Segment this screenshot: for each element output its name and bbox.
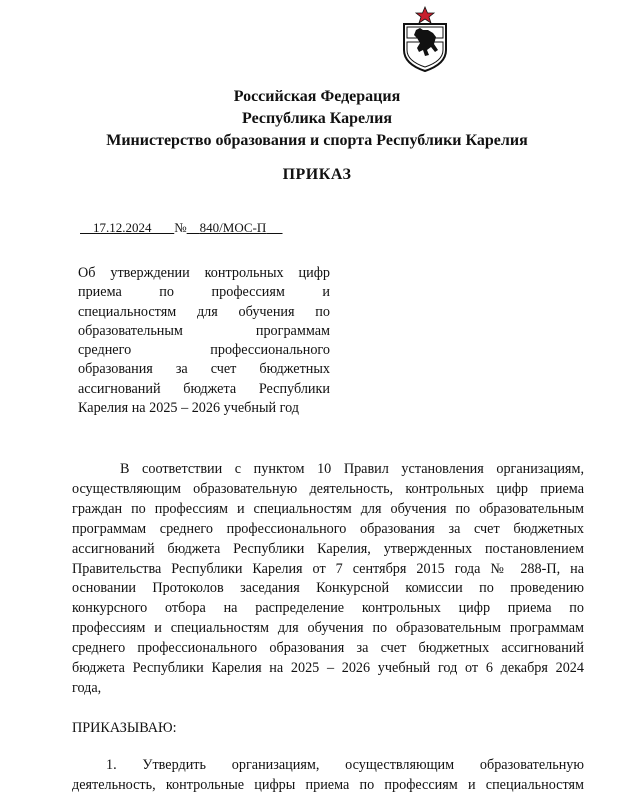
preamble-line: программам среднего профессионального образования за счет бюджетных (72, 520, 584, 537)
order-subject (78, 264, 330, 418)
item-line: 1. Утвердить организациям, осуществляющим образовательную (106, 757, 584, 773)
header-country: Российская Федерация (233, 88, 401, 105)
order-date-field (80, 220, 174, 235)
preamble-line: В соответствии с пунктом 10 Правил установления организациям, (120, 461, 584, 477)
preamble-line: профессиям и специальностям для обучения по образовательным программам (72, 620, 584, 637)
preamble-line: осуществляющим образовательную деятельность, контрольных цифр приема (72, 480, 584, 497)
preamble-line: года, (72, 679, 102, 696)
preamble-line: конкурсного отбора на распределение контрольных цифр приема по (72, 600, 584, 617)
header-republic: Республика Карелия (242, 110, 392, 127)
subject-line: приема по профессиям и (78, 284, 330, 301)
subject-line: специальностям для обучения по (78, 303, 330, 320)
subject-line: образовательным программам (78, 322, 330, 339)
order-number: 840/МОС-П (199, 220, 267, 235)
order-item-1 (72, 756, 584, 796)
karelia-coat-of-arms-icon (400, 6, 450, 72)
subject-line: Об утверждении контрольных цифр (78, 265, 330, 281)
item-line: деятельность, контрольные цифры приема по профессиям и специальностям (72, 776, 584, 793)
preamble-paragraph (72, 460, 584, 699)
order-number-field (187, 220, 283, 235)
preamble-line: основании Протоколов заседания Конкурсной комиссии по проведению (72, 580, 584, 597)
subject-line: образования за счет бюджетных (78, 361, 330, 378)
subject-line: Карелия на 2025 – 2026 учебный год (78, 400, 300, 417)
subject-line: ассигнований бюджета Республики (78, 380, 330, 397)
order-number-sign: № (174, 220, 187, 235)
preamble-line: граждан по профессиям и специальностям для обучения по образовательным (72, 500, 584, 517)
orders-label: ПРИКАЗЫВАЮ: (72, 720, 177, 736)
preamble-line: бюджета Республики Карелия на 2025 – 2026 учебный год от 6 декабря 2024 (72, 660, 584, 677)
order-date: 17.12.2024 (93, 220, 152, 235)
preamble-line: среднего профессионального образования за счет бюджетных ассигнований (72, 640, 584, 657)
preamble-line: Правительства Республики Карелия от 7 сентября 2015 года № 288-П, на (72, 560, 584, 577)
subject-line: среднего профессионального (78, 342, 330, 359)
order-meta (80, 220, 283, 236)
preamble-line: ассигнований бюджета Республики Карелия, утвержденных постановлением (72, 540, 584, 557)
header-ministry: Министерство образования и спорта Республики Карелия (106, 132, 528, 149)
order-title: ПРИКАЗ (282, 166, 352, 183)
